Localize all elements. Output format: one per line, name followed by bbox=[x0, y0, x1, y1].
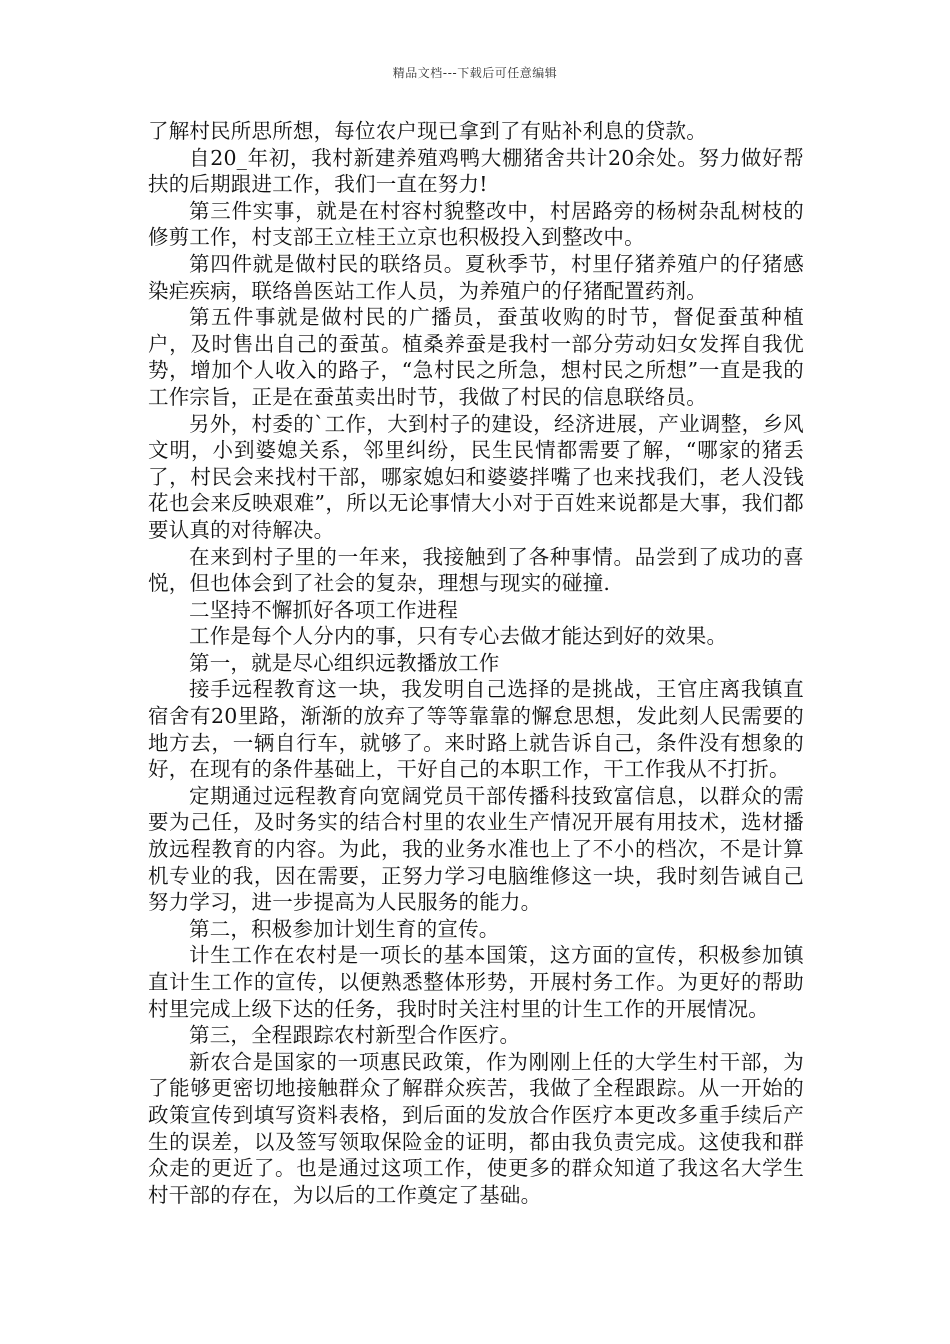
page-header: 精品文档---下载后可任意编辑 bbox=[392, 66, 558, 80]
paragraph: 工作是每个人分内的事，只有专心去做才能达到好的效果。 bbox=[189, 624, 728, 649]
subsection-heading: 第三，全程跟踪农村新型合作医疗。 bbox=[189, 1023, 521, 1048]
paragraph-continued: 了解村民所思所想，每位农户现已拿到了有贴补利息的贷款。 bbox=[148, 119, 707, 143]
paragraph: 在来到村子里的一年来，我接触到了各种事情。品尝到了成功的喜悦，但也体会到了社会的复杂，理想与现实的碰撞. bbox=[148, 544, 804, 596]
subsection-heading: 第一，就是尽心组织远教播放工作 bbox=[189, 650, 500, 675]
section-heading: 二坚持不懈抓好各项工作进程 bbox=[189, 597, 459, 622]
paragraph: 新农合是国家的一项惠民政策，作为刚刚上任的大学生村干部，为了能够更密切地接触群众了解群众疾苦，我做了全程跟踪。从一开始的政策宣传到填写资料表格，到后面的发放合作医疗本更改多重手续后产生的误差，以及签写领取保险金的证明，都由我负责完成。这使我和群众走的更近了。也是通过这项工作，使更多的群众知道了我这名大学生村干部的存在，为以后的工作奠定了基础。 bbox=[148, 1049, 804, 1207]
paragraph: 第四件就是做村民的联络员。夏秋季节，村里仔猪养殖户的仔猪感染疟疾病，联络兽医站工作人员，为养殖户的仔猪配置药剂。 bbox=[148, 251, 804, 303]
paragraph: 计生工作在农村是一项长的基本国策，这方面的宣传，积极参加镇直计生工作的宣传，以便熟悉整体形势，开展村务工作。为更好的帮助村里完成上级下达的任务，我时时关注村里的计生工作的开展情况。 bbox=[148, 943, 804, 1021]
paragraph: 另外，村委的`工作，大到村子的建设，经济进展，产业调整，乡风文明，小到婆媳关系，邻里纠纷，民生民情都需要了解，“哪家的猪丢了，村民会来找村干部，哪家媳妇和婆婆拌嘴了也来找我们，老人没钱花也会来反映艰难”，所以无论事情大小对于百姓来说都是大事，我们都要认真的对待解决。 bbox=[148, 411, 804, 542]
paragraph: 自20_年初，我村新建养殖鸡鸭大棚猪舍共计20余处。努力做好帮扶的后期跟进工作，我们一直在努力! bbox=[148, 145, 804, 197]
paragraph: 定期通过远程教育向宽阔党员干部传播科技致富信息，以群众的需要为己任，及时务实的结合村里的农业生产情况开展有用技术，选材播放远程教育的内容。为此，我的业务水准也上了不小的档次，不是计算机专业的我，因在需要，正努力学习电脑维修这一块，我时刻告诫自己努力学习，进一步提高为人民服务的能力。 bbox=[148, 783, 804, 915]
paragraph: 第三件实事，就是在村容村貌整改中，村居路旁的杨树杂乱树枝的修剪工作，村支部王立桂王立京也积极投入到整改中。 bbox=[148, 198, 804, 250]
paragraph: 第五件事就是做村民的广播员，蚕茧收购的时节，督促蚕茧种植户，及时售出自己的蚕茧。植桑养蚕是我村一部分劳动妇女发挥自我优势，增加个人收入的路子，“急村民之所急，想村民之所想”一直是我的工作宗旨，正是在蚕茧卖出时节，我做了村民的信息联络员。 bbox=[148, 305, 804, 409]
subsection-heading: 第二，积极参加计划生育的宣传。 bbox=[189, 916, 500, 941]
document-body bbox=[148, 118, 804, 1208]
paragraph: 接手远程教育这一块，我发明自己选择的是挑战，王官庄离我镇直宿舍有20里路，渐渐的放弃了等等靠靠的懈怠思想，发此刻人民需要的地方去，一辆自行车，就够了。来时路上就告诉自己，条件没有想象的好，在现有的条件基础上，干好自己的本职工作，干工作我从不打折。 bbox=[148, 677, 804, 782]
